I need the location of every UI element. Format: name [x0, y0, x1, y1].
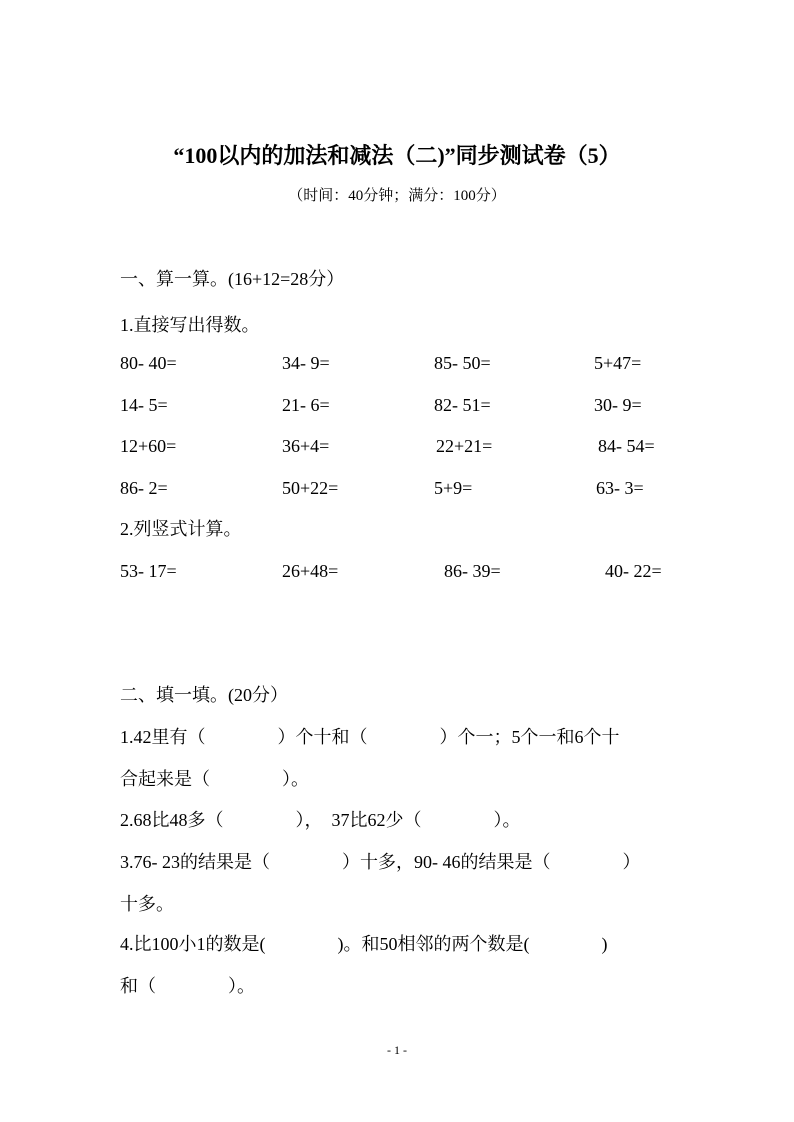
fill-blank-line: 合起来是（ ）。 [120, 769, 309, 789]
problem: 21- 6= [282, 395, 330, 415]
problem: 5+47= [594, 353, 642, 373]
fill-blank-line: 2.68比48多（ ）， 37比62少（ ）。 [120, 810, 521, 830]
fill-blank-line: 3.76- 23的结果是（ ）十多，90- 46的结果是（ ） [120, 852, 641, 872]
problem: 63- 3= [596, 478, 644, 498]
page-number: - 1 - [387, 1043, 407, 1057]
problem: 84- 54= [598, 436, 655, 456]
exam-info: （时间：40分钟；满分：100分） [288, 188, 506, 204]
fill-blank-line: 十多。 [120, 894, 174, 914]
problem: 36+4= [282, 436, 330, 456]
problem: 85- 50= [434, 353, 491, 373]
problem: 86- 2= [120, 478, 168, 498]
problem-row [0, 433, 794, 459]
problem-row [0, 475, 794, 501]
problem: 22+21= [436, 436, 493, 456]
question-2-title: 2.列竖式计算。 [120, 519, 242, 539]
problem: 34- 9= [282, 353, 330, 373]
problem-row [0, 350, 794, 376]
problem: 86- 39= [444, 561, 501, 581]
problem: 14- 5= [120, 395, 168, 415]
problem: 30- 9= [594, 395, 642, 415]
fill-blank-line: 1.42里有（ ）个十和（ ）个一；5个一和6个十 [120, 727, 620, 747]
problem: 80- 40= [120, 353, 177, 373]
problem: 5+9= [434, 478, 473, 498]
section-1-heading: 一、算一算。(16+12=28分） [120, 269, 345, 289]
problem: 53- 17= [120, 561, 177, 581]
problem: 50+22= [282, 478, 339, 498]
section-2-heading: 二、填一填。(20分） [120, 685, 288, 705]
problem: 82- 51= [434, 395, 491, 415]
page-title: “100以内的加法和减法（二)”同步测试卷（5） [173, 143, 621, 168]
problem: 12+60= [120, 436, 177, 456]
question-1-title: 1.直接写出得数。 [120, 315, 260, 335]
fill-blank-line: 和（ ）。 [120, 976, 255, 996]
problem: 26+48= [282, 561, 339, 581]
problem-row [0, 392, 794, 418]
problem-row [0, 558, 794, 584]
fill-blank-line: 4.比100小1的数是( )。和50相邻的两个数是( ) [120, 934, 608, 954]
problem: 40- 22= [605, 561, 662, 581]
